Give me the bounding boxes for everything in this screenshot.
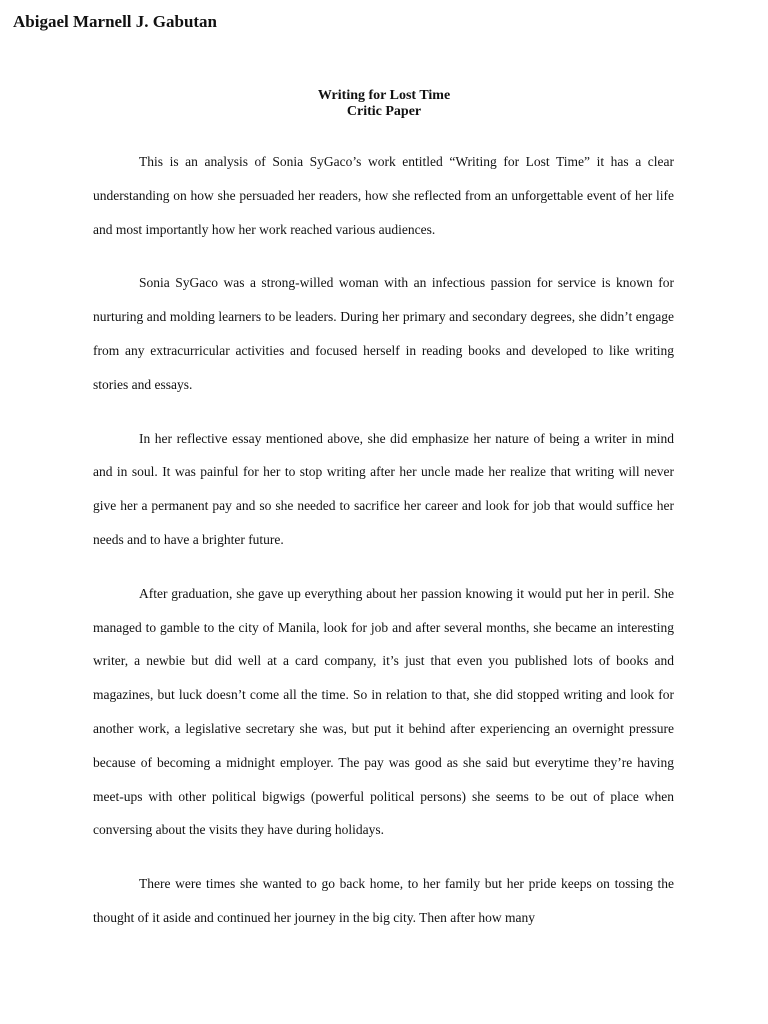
- paragraph: In her reflective essay mentioned above, she did emphasize her nature of being a writer in mind and in soul. It was painful for her to stop writing after her uncle made her realize that writing will never give her a permanent pay and so she needed to sacrifice her career and look for job that would suffice her needs and to have a brighter future.: [93, 430, 674, 547]
- paragraph: Sonia SyGaco was a strong-willed woman with an infectious passion for service is known for nurturing and molding learners to be leaders. During her primary and secondary degrees, she didn’t engage from any extracurricular activities and focused herself in reading books and developed to like writing stories and essays.: [93, 275, 674, 392]
- paragraph: After graduation, she gave up everything about her passion knowing it would put her in peril. She managed to gamble to the city of Manila, look for job and after several months, she became an interesting writer, a newbie but did well at a card company, it’s just that even you published lots of books and magazines, but luck doesn’t come all the time. So in relation to that, she did stopped writing and look for another work, a legislative secretary she was, but put it behind after experiencing an overnight pressure because of becoming a midnight employer. The pay was good as she said but everytime they’re having meet-ups with other political bigwigs (powerful political persons) she seems to be out of place when conversing about the visits they have during holidays.: [93, 585, 674, 838]
- author-name: Abigael Marnell J. Gabutan: [13, 12, 218, 31]
- paragraph: There were times she wanted to go back home, to her family but her pride keeps on tossing the thought of it aside and continued her journey in the big city. Then after how many: [93, 876, 674, 925]
- body-text: [93, 145, 674, 955]
- title-block: [0, 88, 768, 120]
- document-subtitle: Critic Paper: [346, 104, 422, 119]
- document-title: Writing for Lost Time: [317, 88, 451, 103]
- paragraph: This is an analysis of Sonia SyGaco’s work entitled “Writing for Lost Time” it has a clear understanding on how she persuaded her readers, how she reflected from an unforgettable event of her life and most importantly how her work reached various audiences.: [93, 154, 674, 237]
